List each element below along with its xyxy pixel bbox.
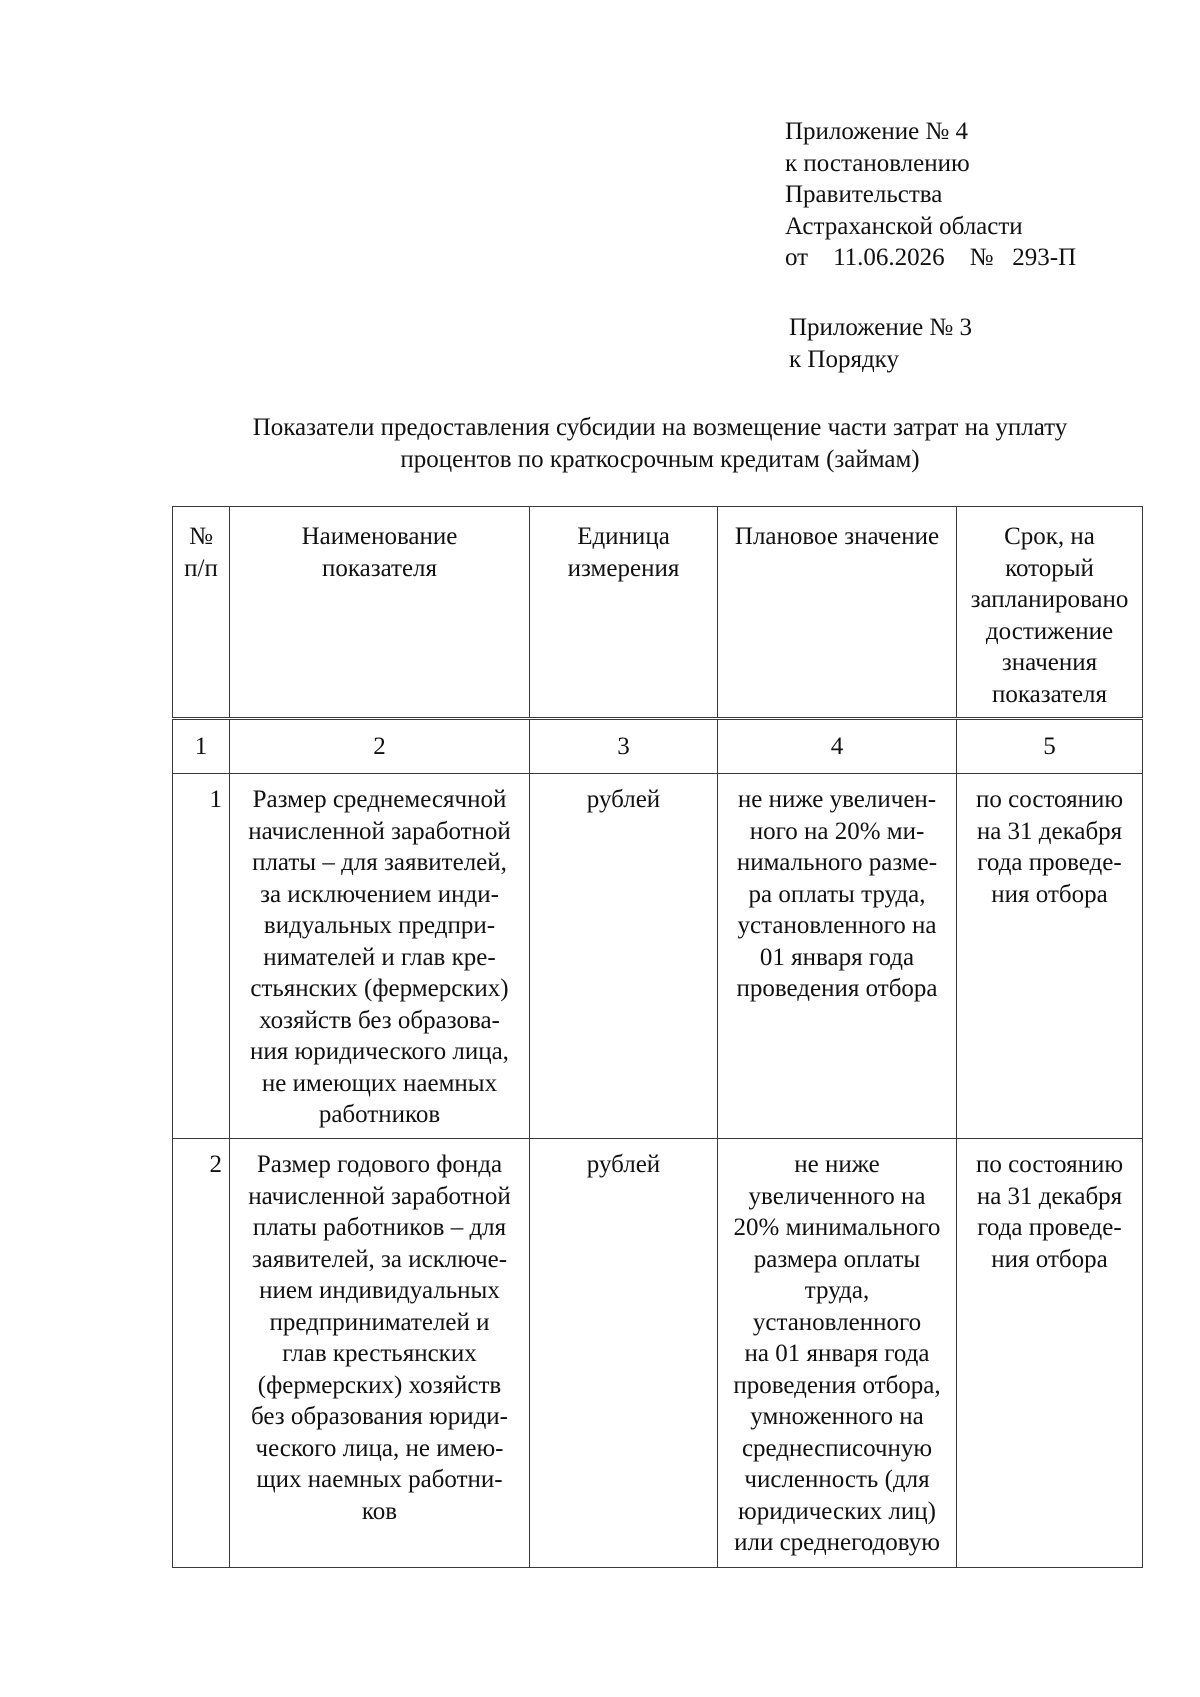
document-title (150, 412, 1170, 475)
indicator-name-text: не имеющих наемных (261, 1069, 498, 1097)
column-number: 5 (1043, 732, 1056, 760)
planned-value-text: численность (для (744, 1466, 930, 1493)
header-text: № (189, 523, 213, 550)
planned-value-text: размера оплаты (753, 1245, 921, 1273)
indicator-name-text: начисленной заработной (248, 817, 511, 845)
deadline-cell (957, 1139, 1143, 1568)
table-row (173, 774, 1143, 1139)
header-text: Плановое значение (734, 523, 940, 550)
indicator-name-text: без образования юриди- (250, 1403, 509, 1430)
column-number-cell (230, 720, 530, 774)
planned-value-text: 01 января года (759, 943, 915, 971)
planned-value-text: 20% минимального (733, 1214, 941, 1241)
planned-value-text: увеличенного на (748, 1182, 926, 1210)
appendix-to-decree: к постановлению (785, 149, 970, 177)
column-number: 4 (830, 732, 844, 760)
planned-value-text: установленного на (737, 912, 937, 939)
header-text: Срок, на (1004, 523, 1095, 550)
indicator-name-text: Размер годового фонда (256, 1151, 503, 1178)
indicator-name-text: заявителей, за исключе- (251, 1245, 508, 1273)
deadline-text: на 31 декабря (976, 817, 1123, 845)
planned-value-text: не ниже увеличен- (737, 786, 937, 813)
deadline-text: по состоянию (976, 1151, 1123, 1178)
header-text: показателя (321, 554, 438, 582)
column-number-cell (957, 720, 1143, 774)
unit-text: рублей (586, 786, 661, 813)
header-text: измерения (567, 554, 680, 582)
deadline-text: ния отбора (991, 880, 1108, 908)
appendix-government: Правительства (785, 181, 943, 208)
column-number-cell (173, 720, 230, 774)
planned-value-text: установленного (752, 1308, 922, 1336)
header-text: п/п (184, 554, 218, 582)
planned-value-cell (718, 774, 957, 1139)
indicator-name-text: ческого лица, не имею- (255, 1434, 504, 1462)
indicator-name-cell (230, 774, 530, 1139)
indicator-name-text: видуальных предпри- (263, 912, 496, 939)
column-number: 3 (617, 732, 630, 760)
header-text: Единица (577, 523, 670, 550)
indicator-name-text: Размер среднемесячной (252, 786, 507, 813)
unit-text: рублей (586, 1151, 661, 1178)
indicator-name-text: нимателей и глав кре- (263, 943, 496, 971)
indicator-name-text: ков (361, 1497, 398, 1525)
header-text: Наименование (301, 523, 458, 550)
planned-value-text: труда, (804, 1277, 870, 1304)
header-cell-name (230, 507, 530, 718)
order-appendix (789, 312, 972, 375)
title-line-1: Показатели предоставления субсидии на возмещение части затрат на уплату (252, 414, 1068, 441)
indicator-name-text: (фермерских) хозяйств (257, 1371, 502, 1399)
header-text: значения (1001, 649, 1098, 676)
appendix-number: Приложение № 4 (785, 118, 969, 145)
planned-value-text: на 01 января года (744, 1340, 930, 1367)
order-appendix-ref: к Порядку (789, 345, 899, 373)
planned-value-text: проведения отбора, (733, 1371, 941, 1399)
header-cell-unit (530, 507, 718, 718)
planned-value-text: ра оплаты труда, (748, 880, 926, 908)
indicator-name-cell (230, 1139, 530, 1568)
deadline-text: ния отбора (991, 1245, 1108, 1273)
planned-value-text: юридических лиц) (738, 1497, 936, 1525)
header-text: запланировано (970, 586, 1129, 613)
order-appendix-number: Приложение № 3 (789, 314, 973, 341)
column-number: 1 (194, 732, 208, 760)
indicator-name-text: предпринимателей и (269, 1308, 490, 1336)
table-row (173, 1139, 1143, 1568)
header-cell-deadline (957, 507, 1143, 718)
indicators-table-body (172, 719, 1143, 1568)
planned-value-text: нимального разме- (736, 849, 938, 876)
planned-value-text: проведения отбора (736, 975, 938, 1002)
decree-date-number: от 11.06.2026 № 293-П (785, 244, 1077, 271)
row-number: 2 (209, 1151, 222, 1178)
indicator-name-text: щих наемных работни- (256, 1466, 503, 1493)
planned-value-text: или среднегодовую (734, 1529, 940, 1556)
deadline-cell (957, 774, 1143, 1139)
column-number: 2 (373, 732, 386, 760)
deadline-text: по состоянию (976, 786, 1123, 813)
planned-value-text: среднесписочную (741, 1434, 933, 1462)
deadline-text: года проведе- (977, 1214, 1122, 1241)
planned-value-text: не ниже (794, 1151, 880, 1178)
planned-value-cell (718, 1139, 957, 1568)
indicator-name-text: ния юридического лица, (250, 1038, 509, 1065)
row-number: 1 (209, 786, 222, 813)
row-number-cell (173, 774, 230, 1139)
column-number-cell (530, 720, 718, 774)
indicator-name-text: нием индивидуальных (259, 1277, 500, 1304)
indicator-name-text: платы работников – для (252, 1214, 507, 1241)
header-row (173, 507, 1143, 718)
indicator-name-text: работников (318, 1101, 441, 1128)
header-text: достижение (985, 617, 1114, 645)
deadline-text: года проведе- (977, 849, 1122, 876)
indicators-table-header (172, 506, 1143, 718)
row-number-cell (173, 1139, 230, 1568)
indicator-name-text: начисленной заработной (248, 1182, 511, 1210)
column-number-cell (718, 720, 957, 774)
header-cell-number (173, 507, 230, 718)
column-numbers-row (173, 720, 1143, 774)
planned-value-text: ного на 20% ми- (749, 817, 925, 845)
appendix-header (785, 116, 1076, 274)
title-line-2: процентов по краткосрочным кредитам (займам) (400, 445, 920, 473)
deadline-text: на 31 декабря (976, 1182, 1123, 1210)
unit-cell (530, 774, 718, 1139)
indicator-name-text: за исключением инди- (260, 880, 499, 908)
indicator-name-text: хозяйств без образова- (259, 1006, 500, 1034)
header-text: показателя (991, 680, 1108, 708)
indicator-name-text: платы – для заявителей, (252, 849, 507, 876)
unit-cell (530, 1139, 718, 1568)
indicator-name-text: глав крестьянских (282, 1340, 477, 1367)
header-cell-planned (718, 507, 957, 718)
appendix-region: Астраханской области (785, 212, 1023, 240)
header-text: который (1005, 554, 1094, 582)
indicator-name-text: стьянских (фермерских) (250, 975, 509, 1002)
planned-value-text: умноженного на (750, 1403, 924, 1430)
